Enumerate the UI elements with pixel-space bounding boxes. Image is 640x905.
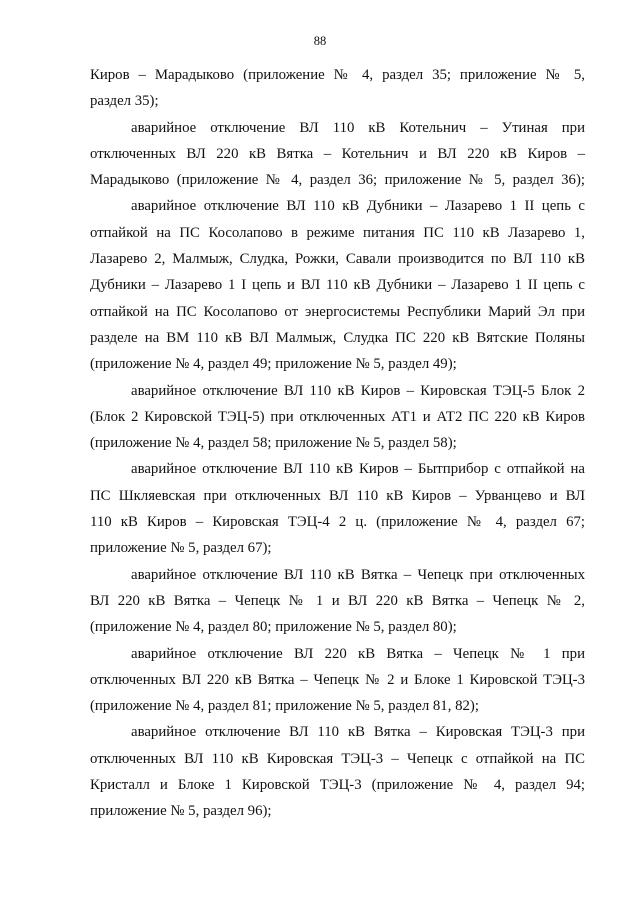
paragraph-5 <box>90 456 585 561</box>
text-line: аварийное отключение ВЛ 110 кВ Вятка – Кировская ТЭЦ-3 при <box>131 724 585 741</box>
text-line: (приложение № 4, раздел 49; приложение № 5, раздел 49); <box>90 356 457 373</box>
text-line: Марадыково (приложение № 4, раздел 36; приложение № 5, раздел 36); <box>90 172 585 189</box>
text-line: Лазарево 2, Малмыж, Слудка, Рожки, Савали производится по ВЛ 110 кВ <box>90 251 585 268</box>
paragraph-6 <box>90 562 585 641</box>
text-line: разделе на ВМ 110 кВ ВЛ Малмыж, Слудка ПС 220 кВ Вятские Поляны <box>90 329 585 346</box>
text-line: Дубники – Лазарево 1 I цепь и ВЛ 110 кВ Дубники – Лазарево 1 II цепь с <box>90 277 585 294</box>
text-line: (приложение № 4, раздел 81; приложение № 5, раздел 81, 82); <box>90 698 479 715</box>
text-line: аварийное отключение ВЛ 110 кВ Киров – Кировская ТЭЦ-5 Блок 2 <box>131 382 585 399</box>
text-line: отпайкой на ПС Косолапово от энергосистемы Республики Марий Эл при <box>90 303 585 320</box>
paragraph-1 <box>90 62 585 115</box>
text-line: раздел 35); <box>90 93 159 110</box>
text-line: приложение № 5, раздел 67); <box>90 540 272 557</box>
paragraph-3 <box>90 193 585 377</box>
text-line: (приложение № 4, раздел 80; приложение № 5, раздел 80); <box>90 619 457 636</box>
text-line: (приложение № 4, раздел 58; приложение № 5, раздел 58); <box>90 435 457 452</box>
paragraph-8 <box>90 719 585 824</box>
paragraph-2 <box>90 115 585 194</box>
text-line: отпайкой на ПС Косолапово в режиме питания ПС 110 кВ Лазарево 1, <box>90 224 585 241</box>
paragraph-4 <box>90 378 585 457</box>
text-line: аварийное отключение ВЛ 110 кВ Дубники – Лазарево 1 II цепь с <box>131 198 585 215</box>
text-line: аварийное отключение ВЛ 220 кВ Вятка – Чепецк № 1 при <box>131 645 585 662</box>
text-line: Киров – Марадыково (приложение № 4, раздел 35; приложение № 5, <box>90 67 585 83</box>
text-line: ПС Шкляевская при отключенных ВЛ 110 кВ Киров – Урванцево и ВЛ <box>90 487 585 504</box>
text-line: отключенных ВЛ 220 кВ Вятка – Котельнич и ВЛ 220 кВ Киров – <box>90 145 585 162</box>
text-line: Кристалл и Блоке 1 Кировской ТЭЦ-3 (приложение № 4, раздел 94; <box>90 777 585 794</box>
text-line: аварийное отключение ВЛ 110 кВ Котельнич – Утиная при <box>131 119 585 136</box>
paragraph-7 <box>90 641 585 720</box>
text-line: приложение № 5, раздел 96); <box>90 803 272 820</box>
text-line: отключенных ВЛ 220 кВ Вятка – Чепецк № 2 и Блоке 1 Кировской ТЭЦ-3 <box>90 671 585 688</box>
text-line: ВЛ 220 кВ Вятка – Чепецк № 1 и ВЛ 220 кВ Вятка – Чепецк № 2, <box>90 592 585 609</box>
text-line: аварийное отключение ВЛ 110 кВ Вятка – Чепецк при отключенных <box>131 566 585 583</box>
document-body <box>90 62 585 825</box>
text-line: аварийное отключение ВЛ 110 кВ Киров – Бытприбор с отпайкой на <box>131 461 585 478</box>
text-line: (Блок 2 Кировской ТЭЦ-5) при отключенных АТ1 и АТ2 ПС 220 кВ Киров <box>90 408 585 425</box>
text-line: отключенных ВЛ 110 кВ Кировская ТЭЦ-3 – Чепецк с отпайкой на ПС <box>90 750 585 767</box>
text-line: 110 кВ Киров – Кировская ТЭЦ-4 2 ц. (приложение № 4, раздел 67; <box>90 514 585 531</box>
page-number: 88 <box>313 34 327 48</box>
